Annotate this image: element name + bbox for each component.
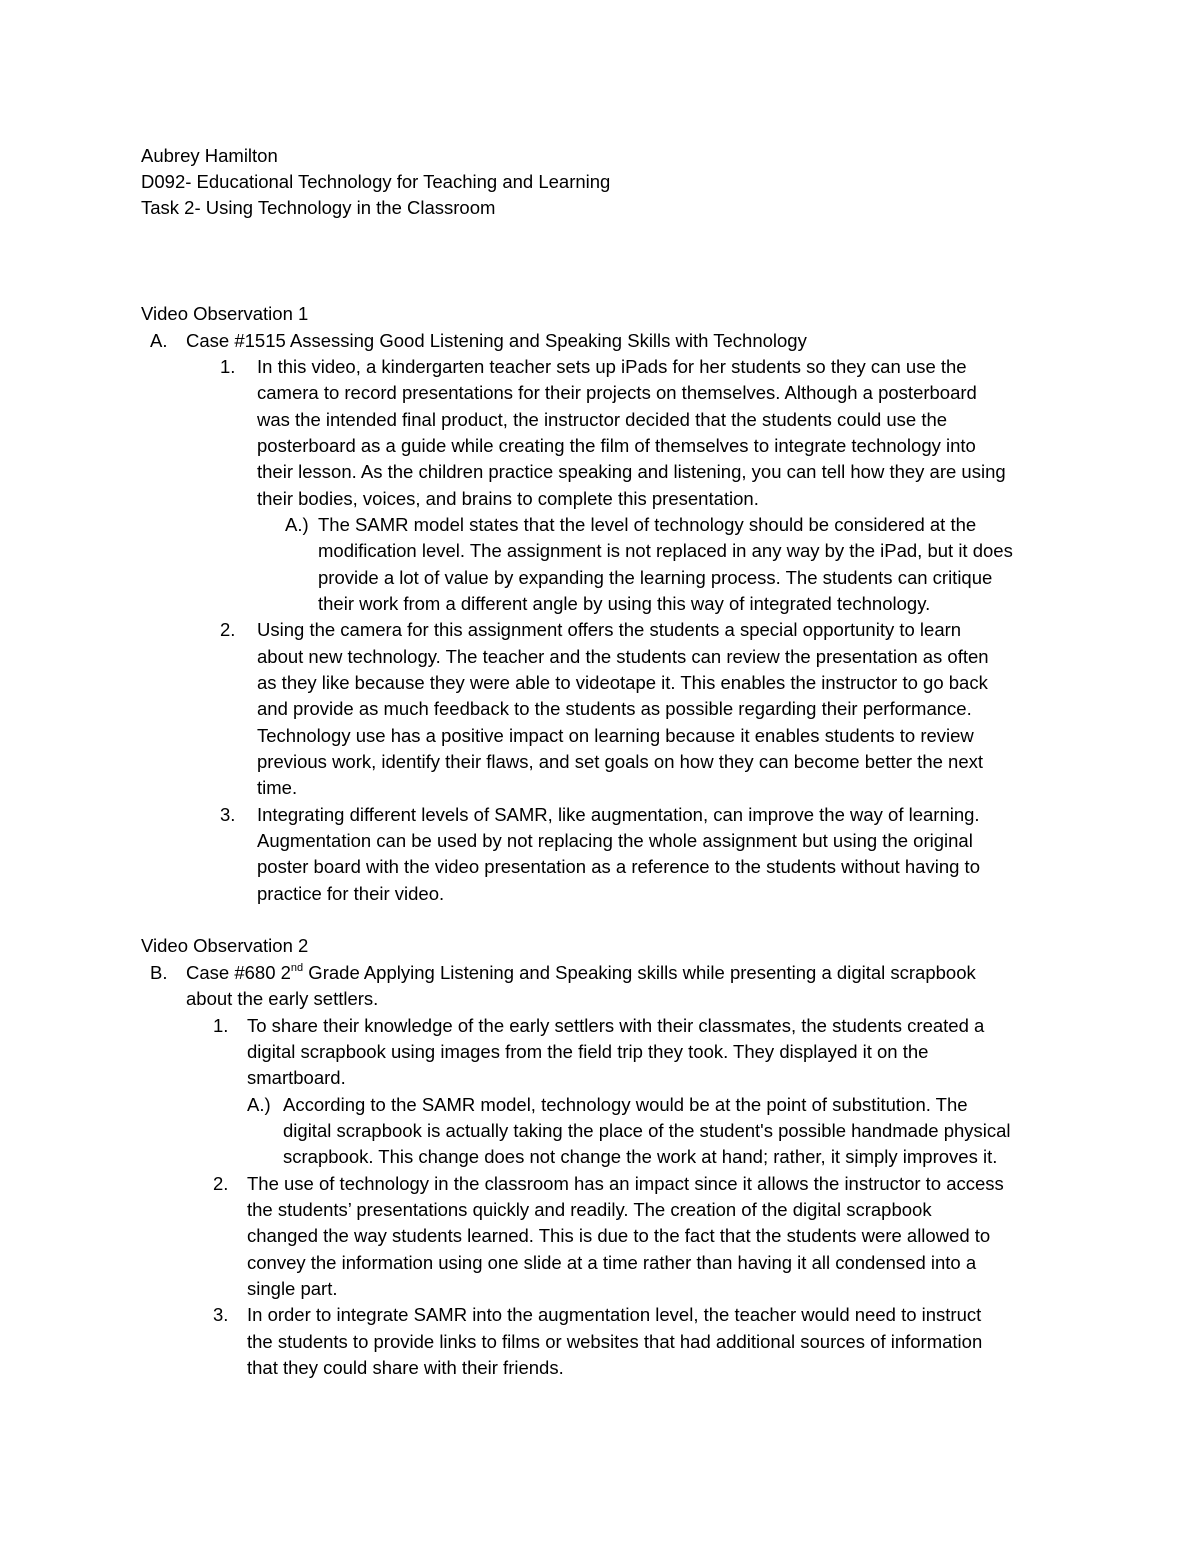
case-a-title: Case #1515 Assessing Good Listening and Speaking Skills with Technology — [186, 330, 807, 351]
ordinal-suffix: nd — [290, 961, 304, 974]
paragraph-line: According to the SAMR model, technology would be at the point of substitution. The — [283, 1094, 968, 1115]
paragraph-line: their lesson. As the children practice speaking and listening, you can tell how they are using — [257, 461, 1006, 482]
course-title: D092- Educational Technology for Teaching and Learning — [141, 171, 611, 192]
case-b-title-rest: Grade Applying Listening and Speaking skills while presenting a digital scrapbook — [303, 962, 976, 983]
paragraph-line: and provide as much feedback to the students as possible regarding their performance. — [257, 698, 972, 719]
paragraph-line: was the intended final product, the instructor decided that the students could use the — [257, 409, 948, 430]
paragraph-line: that they could share with their friends. — [247, 1357, 564, 1378]
paragraph-line: about new technology. The teacher and the students can review the presentation as often — [257, 646, 989, 667]
task-title: Task 2- Using Technology in the Classroom — [141, 197, 496, 218]
paragraph-line: digital scrapbook using images from the field trip they took. They displayed it on the — [247, 1041, 929, 1062]
paragraph-line: time. — [257, 777, 298, 798]
list-marker: 2. — [220, 619, 236, 640]
list-marker: 1. — [213, 1015, 229, 1036]
paragraph-line: modification level. The assignment is not replaced in any way by the iPad, but it does — [318, 540, 1013, 561]
paragraph-line: the students’ presentations quickly and readily. The creation of the digital scrapbook — [247, 1199, 932, 1220]
observation-1-heading: Video Observation 1 — [141, 303, 309, 324]
observation-2-heading: Video Observation 2 — [141, 935, 309, 956]
paragraph-line: camera to record presentations for their projects on themselves. Although a posterboard — [257, 382, 977, 403]
paragraph-line: digital scrapbook is actually taking the place of the student's possible handmade physical — [283, 1120, 1011, 1141]
paragraph-line: poster board with the video presentation as a reference to the students without having to — [257, 856, 980, 877]
paragraph-line: provide a lot of value by expanding the learning process. The students can critique — [318, 567, 993, 588]
paragraph-line: practice for their video. — [257, 883, 445, 904]
paragraph-line: Using the camera for this assignment offers the students a special opportunity to learn — [257, 619, 962, 640]
list-marker: 1. — [220, 356, 236, 377]
paragraph-line: To share their knowledge of the early settlers with their classmates, the students created a — [247, 1015, 985, 1036]
paragraph-line: their work from a different angle by using this way of integrated technology. — [318, 593, 931, 614]
paragraph-line: smartboard. — [247, 1067, 346, 1088]
paragraph-line: In order to integrate SAMR into the augmentation level, the teacher would need to instruct — [247, 1304, 982, 1325]
paragraph-line: Augmentation can be used by not replacing the whole assignment but using the original — [257, 830, 973, 851]
paragraph-line: as they like because they were able to videotape it. This enables the instructor to go back — [257, 672, 988, 693]
paragraph-line: scrapbook. This change does not change the work at hand; rather, it simply improves it. — [283, 1146, 998, 1167]
paragraph-line: their bodies, voices, and brains to complete this presentation. — [257, 488, 759, 509]
list-marker: 2. — [213, 1173, 229, 1194]
case-b-title-line-2: about the early settlers. — [186, 988, 379, 1009]
case-b-title — [186, 960, 976, 986]
paragraph-line: The SAMR model states that the level of technology should be considered at the — [318, 514, 977, 535]
paragraph-line: Integrating different levels of SAMR, like augmentation, can improve the way of learning. — [257, 804, 980, 825]
paragraph-line: convey the information using one slide at a time rather than having it all condensed into a — [247, 1252, 977, 1273]
paragraph-line: previous work, identify their flaws, and set goals on how they can become better the next — [257, 751, 984, 772]
sub-list-marker: A.) — [285, 514, 309, 535]
paragraph-line: posterboard as a guide while creating the film of themselves to integrate technology into — [257, 435, 976, 456]
list-marker: 3. — [213, 1304, 229, 1325]
sub-list-marker: A.) — [247, 1094, 271, 1115]
paragraph-line: Technology use has a positive impact on learning because it enables students to review — [257, 725, 974, 746]
author-name: Aubrey Hamilton — [141, 145, 278, 166]
paragraph-line: The use of technology in the classroom has an impact since it allows the instructor to access — [247, 1173, 1004, 1194]
paragraph-line: the students to provide links to films or websites that had additional sources of information — [247, 1331, 983, 1352]
paragraph-line: single part. — [247, 1278, 338, 1299]
case-a-marker: A. — [150, 330, 168, 351]
case-b-marker: B. — [150, 962, 168, 983]
paragraph-line: changed the way students learned. This is due to the fact that the students were allowed to — [247, 1225, 991, 1246]
paragraph-line: In this video, a kindergarten teacher sets up iPads for her students so they can use the — [257, 356, 967, 377]
list-marker: 3. — [220, 804, 236, 825]
case-b-title-start: Case #680 2 — [186, 962, 291, 983]
